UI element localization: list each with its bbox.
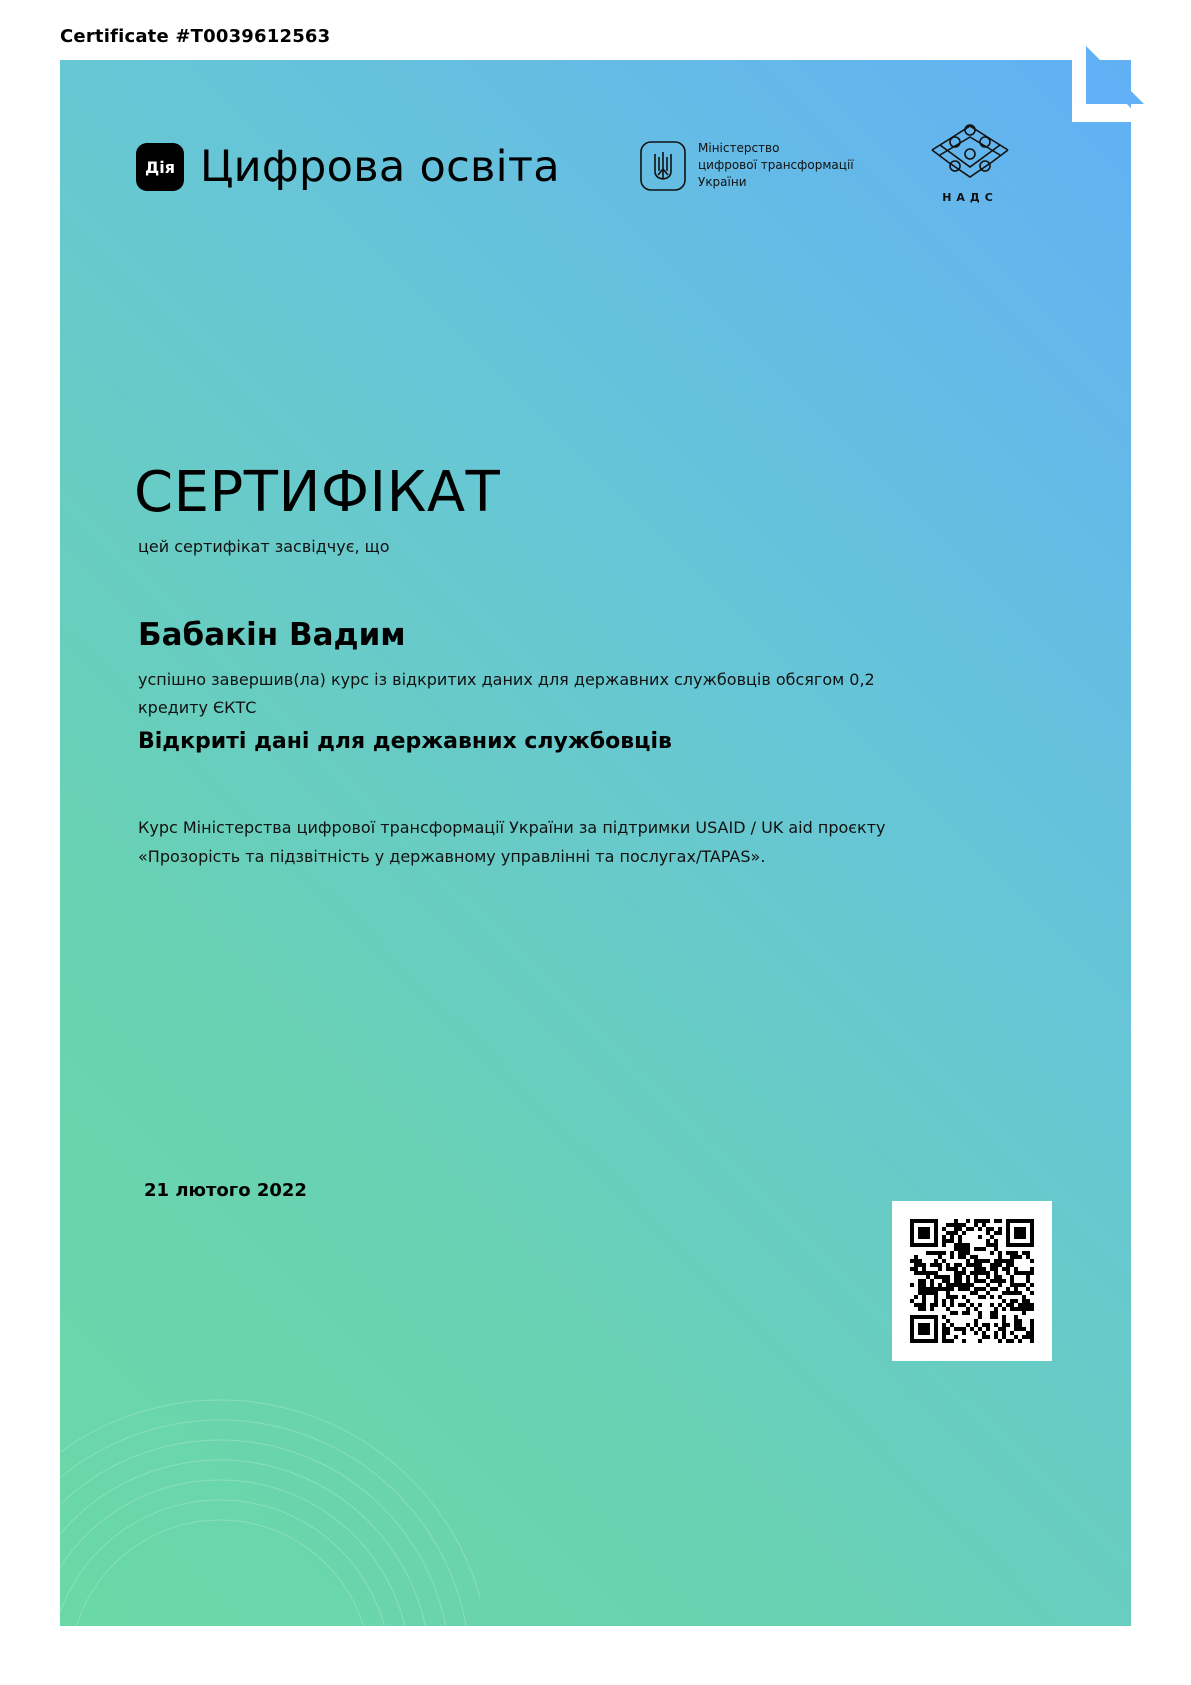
support-text bbox=[138, 813, 998, 871]
qr-code bbox=[892, 1201, 1052, 1361]
issue-date: 21 лютого 2022 bbox=[144, 1180, 307, 1201]
certificate-sheet bbox=[60, 60, 1131, 1626]
swirl-decoration bbox=[60, 1340, 480, 1626]
ministry-logo bbox=[640, 140, 868, 191]
support-line-2: «Прозорість та підзвітність у державному управлінні та послугах/TAPAS». bbox=[138, 847, 766, 866]
certificate-title: СЕРТИФІКАТ bbox=[134, 460, 501, 525]
dia-logo bbox=[136, 142, 560, 192]
ministry-line-3: України bbox=[698, 175, 747, 189]
trident-emblem-icon bbox=[640, 141, 686, 191]
ministry-line-1: Міністерство bbox=[698, 141, 780, 155]
completion-line-2: кредиту ЄКТС bbox=[138, 698, 257, 717]
completion-text bbox=[138, 666, 938, 722]
dia-title: Цифрова освіта bbox=[200, 142, 560, 192]
qr-code-image bbox=[910, 1219, 1034, 1343]
nads-emblem-icon bbox=[928, 122, 1012, 184]
ministry-line-2: цифрової трансформації bbox=[698, 158, 854, 172]
recipient-name: Бабакін Вадим bbox=[138, 617, 406, 653]
nads-label: НАДС bbox=[942, 191, 998, 204]
ministry-name bbox=[698, 140, 868, 191]
certificate-id: Certificate #T0039612563 bbox=[60, 26, 331, 47]
support-line-1: Курс Міністерства цифрової трансформації України за підтримки USAID / UK aid проєкту bbox=[138, 818, 886, 837]
dia-badge: Дія bbox=[136, 143, 184, 191]
corner-fold bbox=[1072, 46, 1144, 122]
nads-logo bbox=[928, 122, 1012, 204]
course-title: Відкриті дані для державних службовців bbox=[138, 729, 672, 754]
certificate-subtitle: цей сертифікат засвідчує, що bbox=[138, 537, 390, 556]
completion-line-1: успішно завершив(ла) курс із відкритих даних для державних службовців обсягом 0,2 bbox=[138, 670, 875, 689]
